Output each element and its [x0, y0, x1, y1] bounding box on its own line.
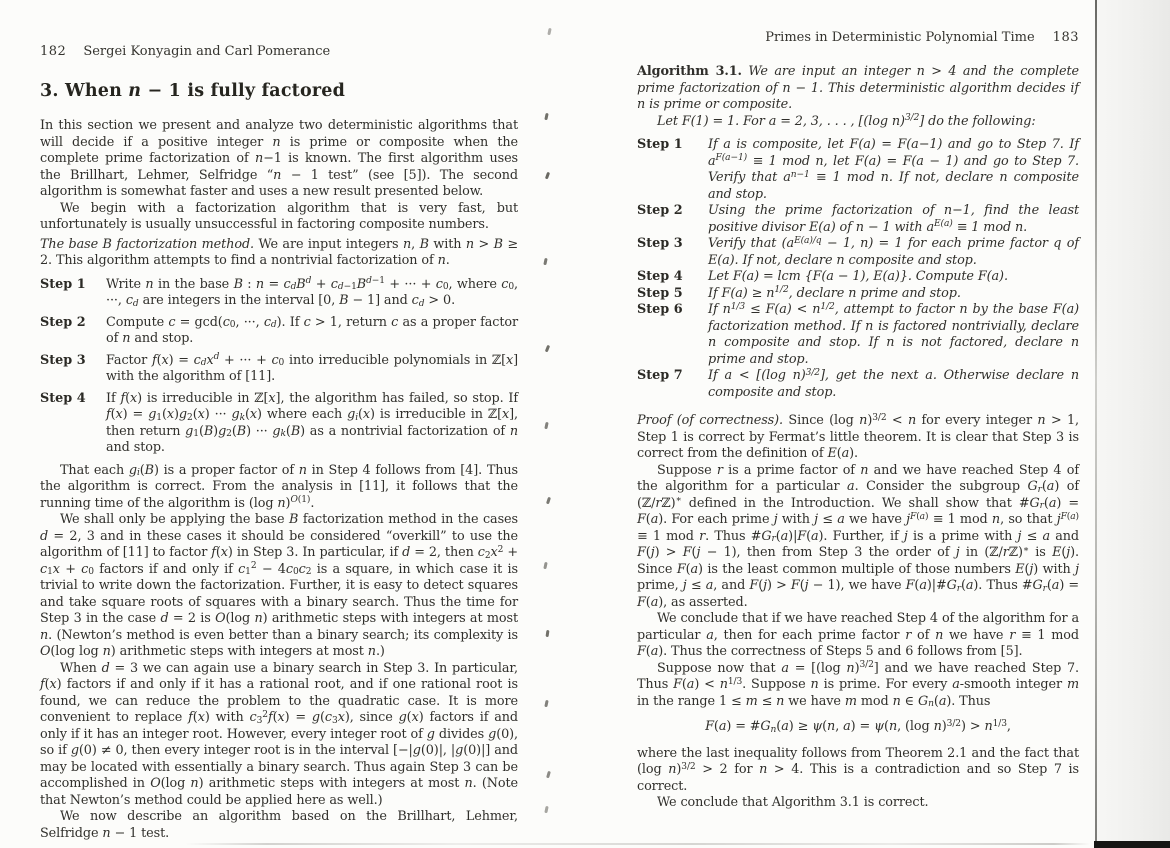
step-text-paragraph: If $n^{1/3} \le F(a) < n^{1/2}$, attempt to factor n by the base F(a) factorization method. If n is factored nontrivially, declare n composite and stop. If n is not factored, declare n prime and stop. [708, 301, 1079, 367]
step-row [637, 302, 1079, 368]
binding-mark [546, 771, 550, 778]
proof-paragraph-5: where the last inequality follows from Theorem 2.1 and the fact that (log n)$^{3/2}$ > 2 for n > 4. This is a contradiction and so Step 7 is correct. [637, 745, 1079, 794]
binding-mark [543, 258, 547, 265]
binding-mark [546, 497, 551, 504]
step-label: Step 6 [637, 302, 683, 317]
step-text [106, 353, 518, 386]
step-text [708, 236, 1079, 269]
left-page [40, 44, 518, 842]
algorithm-intro: We are input an integer n > 4 and the complete prime factorization of n − 1. This deterministic algorithm decides if n is prime or composite. [637, 64, 1080, 112]
step-row [637, 236, 1079, 269]
scanner-bed-shadow-bar [1094, 841, 1170, 848]
step-row [637, 286, 1079, 303]
step-row [40, 277, 518, 310]
step-text-paragraph: Factor $f(x) = c_dx^d$ + ··· + $c_0$ into irreducible polynomials in ℤ[x] with the algorithm of [11]. [106, 352, 519, 384]
step-text-paragraph: If f(x) is irreducible in ℤ[x], the algorithm has failed, so stop. If $f(x) = g_1(x)g_2(x)$ ··· $g_k(x)$ where each $g_i(x)$ is irreducible in ℤ[x], then return $g_1(B)g_2(B)$ ··· $g_k(B)$ as a nontrivial factorization of n and stop. [106, 390, 519, 455]
step-row [637, 368, 1079, 401]
step-label: Step 5 [637, 285, 683, 301]
paragraph-intro-2: We begin with a factorization algorithm that is very fast, but unfortunately is usually unsuccessful in factoring composite numbers. [40, 200, 518, 232]
paragraph-after-2: We shall only be applying the base B factorization method in the cases d = 2, 3 and in these cases it should be considered “overkill” to use the algorithm of [11] to factor f(x) in Step 3. In particular, if d = 2, then $c_2x^2 + c_1x + c_0$ factors if and only if $c_1^2 - 4c_0c_2$ is a square, in which case it is trivial to write down the factorization. Further, it is easy to detect squares and take square roots of squares with a binary search. Thus the time for Step 3 in the case d = 2 is O(log n) arithmetic steps with integers at most n. (Newton’s method is even better than a binary search; its complexity is O(log log n) arithmetic steps with integers at most n.) [40, 512, 518, 659]
page-edge-line [1095, 0, 1097, 841]
running-title-right: Primes in Deterministic Polynomial Time [765, 30, 1035, 45]
step-row [40, 353, 518, 386]
binding-marks [541, 0, 557, 848]
section-heading: 3. When n − 1 is fully factored [40, 81, 346, 101]
binding-mark [544, 806, 548, 813]
step-label: Step 2 [40, 314, 86, 330]
step-text [708, 368, 1079, 401]
paragraph-after-3: When d = 3 we can again use a binary search in Step 3. In particular, f(x) factors if and only if it has a rational root, and if one rational root is found, we can reduce the problem to the quadratic case. It is more convenient to replace f(x) with $c_3^2f(x) = g(c_3x)$, since g(x) factors if and only if it has an integer root. However, every integer root of g divides g(0), so if g(0) ≠ 0, then every integer root is in the interval [−|g(0)|, |g(0)|] and may be located with essentially a binary search. Thus again Step 3 can be accomplished in O(log n) arithmetic steps with integers at most n. (Note that Newton’s method could be applied here as well.) [40, 660, 518, 808]
running-title-left: Sergei Konyagin and Carl Pomerance [83, 44, 331, 59]
step-row [40, 315, 518, 348]
step-label: Step 2 [637, 203, 683, 218]
step-text-paragraph: Verify that ($a^{E(a)/q} - 1$, n) = 1 for each prime factor q of E(a). If not, declare n composite and stop. [708, 235, 1079, 268]
step-label: Step 4 [40, 390, 86, 406]
proof-paragraph-3: We conclude that if we have reached Step 4 of the algorithm for a particular a, then for each prime factor r of n we have r ≡ 1 mod F(a). Thus the correctness of Steps 5 and 6 follows from [5]. [637, 611, 1079, 659]
paragraph-after-1: That each $g_i(B)$ is a proper factor of n in Step 4 follows from [4]. Thus the algorithm is correct. From the analysis in [11], it follows that the running time of the algorithm is (log n)$^{O(1)}$. [40, 462, 519, 511]
step-list-base-b [40, 277, 518, 457]
page-number-right: 183 [1052, 30, 1079, 45]
paragraph-after-4: We now describe an algorithm based on the Brillhart, Lehmer, Selfridge n − 1 test. [40, 809, 518, 841]
binding-mark [544, 700, 548, 707]
bottom-scan-smudge [185, 843, 1090, 845]
step-row [637, 269, 1079, 286]
step-label: Step 4 [637, 269, 683, 284]
step-row [637, 137, 1079, 203]
step-label: Step 7 [637, 368, 683, 383]
paragraph-method: The base B factorization method. We are input integers n, B with n > B ≥ 2. This algorithm attempts to find a nontrivial factorization of n. [40, 236, 519, 268]
step-text [708, 137, 1079, 203]
paragraph-intro-1: In this section we present and analyze two deterministic algorithms that will decide if a positive integer n is prime or composite when the complete prime factorization of n−1 is known. The first algorithm uses the Brillhart, Lehmer, Selfridge “n − 1 test” (see [5]). The second algorithm is somewhat faster and uses a new result presented below. [40, 118, 519, 199]
binding-mark [547, 28, 551, 35]
scanner-bed-margin [1097, 0, 1170, 848]
step-text-paragraph: Compute $c = \gcd(c_0$, ···, $c_d$). If c > 1, return c as a proper factor of n and stop. [106, 314, 518, 346]
step-label: Step 3 [637, 236, 683, 251]
algorithm-setup: Let F(1) = 1. For a = 2, 3, . . . , [(log n)$^{3/2}$] do the following: [657, 113, 1036, 129]
step-label: Step 1 [637, 137, 683, 152]
page-header-right [637, 30, 1079, 45]
proof-paragraph-2: Suppose r is a prime factor of n and we have reached Step 4 of the algorithm for a particular a. Consider the subgroup $G_r(a)$ of (ℤ/rℤ)∗ defined in the Introduction. We shall show that $\#G_r(a) = F(a)$. For each prime j with j ≤ a we have $j^{F(a)} \equiv 1$ mod n, so that $j^{F(a)} \equiv 1$ mod r. Thus $\#G_r(a)|F(a)$. Further, if j is a prime with j ≤ a and F(j) > F(j − 1), then from Step 3 the order of j in (ℤ/rℤ)∗ is E(j). Since F(a) is the least common multiple of those numbers E(j) with j prime, j ≤ a, and F(j) > F(j − 1), we have $F(a)|\#G_r(a)$. Thus $\#G_r(a) = F(a)$, as asserted. [637, 462, 1080, 610]
algorithm-heading-paragraph [637, 64, 1079, 114]
step-row [40, 391, 518, 457]
step-row [637, 203, 1079, 236]
step-text [708, 269, 1079, 286]
display-equation: $F(a) = \#G_n(a) \ge \psi(n$, a) = ψ(n, (log $n)^{3/2}) > n^{1/3}$, [705, 718, 1011, 735]
step-text [106, 315, 518, 348]
step-text-paragraph: If a < [(log n)$^{3/2}$], get the next a. Otherwise declare n composite and stop. [708, 367, 1079, 400]
step-text-paragraph: If a is composite, let F(a) = F(a−1) and go to Step 7. If $a^{F(a-1)} \equiv 1$ mod n, let F(a) = F(a − 1) and go to Step 7. Verify that $a^{n-1} \equiv 1$ mod n. If not, declare n composite and stop. [708, 137, 1079, 202]
page-number-left: 182 [40, 44, 67, 59]
right-page [637, 30, 1079, 812]
binding-mark [545, 172, 550, 179]
step-text-paragraph: Using the prime factorization of n−1, find the least positive divisor E(a) of n − 1 with $a^{E(a)} \equiv 1$ mod n. [708, 203, 1079, 235]
step-text [106, 277, 518, 310]
page-header-left [40, 44, 518, 59]
step-label: Step 3 [40, 352, 86, 368]
step-text [708, 286, 1079, 303]
proof-lead: Proof (of correctness). [637, 413, 784, 428]
step-text [106, 391, 518, 457]
step-text [708, 203, 1079, 236]
binding-mark [546, 630, 549, 637]
binding-mark [543, 562, 547, 569]
step-label: Step 1 [40, 276, 86, 292]
proof-body-1: Since (log n)$^{3/2}$ < n for every integer n > 1, Step 1 is correct by Fermat’s little theorem. It is clear that Step 3 is correct from the definition of E(a). [637, 412, 1080, 461]
algorithm-label: Algorithm 3.1. [637, 64, 742, 79]
proof-paragraph-6: We conclude that Algorithm 3.1 is correct. [657, 795, 929, 810]
step-text-paragraph: Write n in the base B : $n = c_dB^d + c_{d-1}B^{d-1}$ + ··· + $c_0$, where $c_0$, ···, $c_d$ are integers in the interval [0, B − 1] and $c_d > 0$. [106, 276, 518, 309]
binding-mark [544, 113, 548, 120]
step-text-paragraph: If $F(a) \ge n^{1/2}$, declare n prime and stop. [708, 285, 961, 301]
step-text [708, 302, 1079, 368]
binding-mark [544, 422, 548, 429]
step-list-algorithm-31 [637, 137, 1079, 401]
step-text-paragraph: Let F(a) = lcm {F(a − 1), E(a)}. Compute F(a). [708, 269, 1008, 284]
proof-paragraph-4: Suppose now that a = [(log n)$^{3/2}$] and we have reached Step 7. Thus $F(a) < n^{1/3}$. Suppose n is prime. For every a-smooth integer m in the range 1 ≤ m ≤ n we have m mod n ∈ $G_n(a)$. Thus [637, 660, 1080, 710]
proof-paragraph-1 [637, 413, 1079, 463]
binding-mark [545, 345, 550, 352]
